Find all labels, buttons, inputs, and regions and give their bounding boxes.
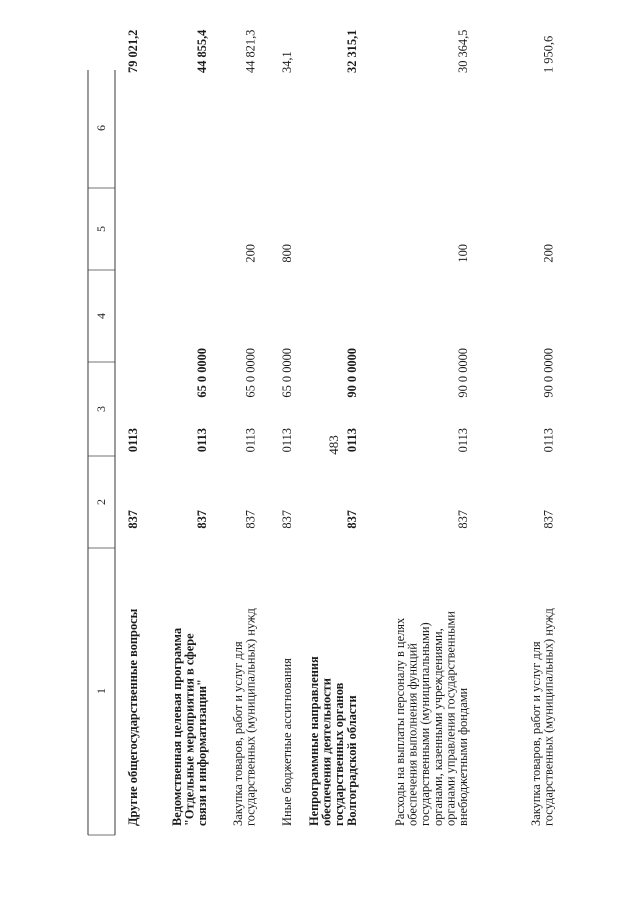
row-name-line: государственных органов [332, 682, 347, 826]
row-name-line: государственных (муниципальных) нужд [541, 608, 556, 826]
cell-c4: 90 0 0000 [456, 348, 470, 398]
page-number: 483 [326, 435, 341, 455]
cell-c2: 837 [126, 510, 140, 529]
cell-c4: 90 0 0000 [541, 348, 556, 398]
row-name-line: Другие общегосударственные вопросы [126, 608, 140, 826]
budget-table [88, 30, 556, 835]
cell-c2: 837 [195, 510, 210, 529]
column-header-6: 6 [94, 125, 108, 131]
cell-c6: 44 855,4 [195, 29, 210, 73]
row-name-line: органами управления государственными [443, 611, 458, 826]
table-row [393, 30, 470, 826]
row-name-line: органами, казенными учреждениями, [430, 628, 445, 826]
row-name-line: внебюджетными фондами [456, 687, 470, 826]
cell-c3: 0113 [195, 428, 210, 453]
cell-c5: 200 [541, 244, 556, 263]
row-name-line: связи и информатизации" [195, 679, 210, 826]
cell-c4: 90 0 0000 [344, 348, 359, 398]
row-name-line: Ведомственная целевая программа [170, 627, 184, 826]
cell-c6: 30 364,5 [456, 29, 470, 73]
cell-c2: 837 [541, 510, 556, 529]
cell-c2: 837 [280, 510, 294, 529]
column-header-5: 5 [94, 226, 108, 232]
column-header-2: 2 [94, 499, 108, 505]
cell-c3: 0113 [344, 428, 359, 453]
column-header-1: 1 [94, 688, 108, 694]
row-name-line: Иные бюджетные ассигнования [280, 658, 294, 826]
cell-c5: 200 [243, 244, 258, 263]
column-header-3: 3 [94, 406, 108, 412]
cell-c3: 0113 [126, 428, 140, 453]
cell-c5: 100 [456, 244, 470, 263]
table-row [231, 30, 258, 826]
cell-c2: 837 [456, 510, 470, 529]
table-row [170, 30, 209, 826]
row-name-line: государственными (муниципальными) [418, 622, 433, 826]
row-name-line: обеспечения выполнения функций [405, 643, 420, 826]
cell-c3: 0113 [456, 428, 470, 453]
cell-c6: 79 021,2 [126, 29, 140, 73]
cell-c2: 837 [344, 510, 359, 529]
cell-c6: 34,1 [280, 51, 294, 73]
row-name-line: Расходы на выплаты персоналу в целях [393, 617, 407, 826]
row-name-line: Волгоградской области [344, 695, 359, 826]
row-name-line: "Отдельные мероприятия в сфере [182, 633, 197, 826]
table-row [126, 30, 140, 826]
cell-c6: 32 315,1 [344, 29, 359, 73]
column-header-4: 4 [94, 313, 108, 319]
row-name-line: Непрограммные направления [307, 656, 321, 826]
row-name-line: обеспечения деятельности [319, 678, 334, 826]
cell-c3: 0113 [243, 428, 258, 453]
row-name-line: Закупка товаров, работ и услуг для [231, 641, 245, 826]
cell-c3: 0113 [541, 428, 556, 453]
table-header-row [94, 125, 108, 694]
table-row [307, 30, 359, 826]
cell-c5: 800 [280, 244, 294, 263]
table-body [126, 30, 556, 826]
cell-c4: 65 0 0000 [195, 348, 210, 398]
cell-c4: 65 0 0000 [243, 348, 258, 398]
cell-c6: 44 821,3 [243, 29, 258, 73]
cell-c3: 0113 [280, 428, 294, 453]
row-name-line: государственных (муниципальных) нужд [243, 608, 258, 826]
cell-c4: 65 0 0000 [280, 348, 294, 398]
cell-c2: 837 [243, 510, 258, 529]
row-name-line: Закупка товаров, работ и услуг для [529, 641, 543, 826]
table-row [529, 36, 556, 826]
table-row [280, 51, 294, 826]
cell-c6: 1 950,6 [541, 35, 556, 73]
